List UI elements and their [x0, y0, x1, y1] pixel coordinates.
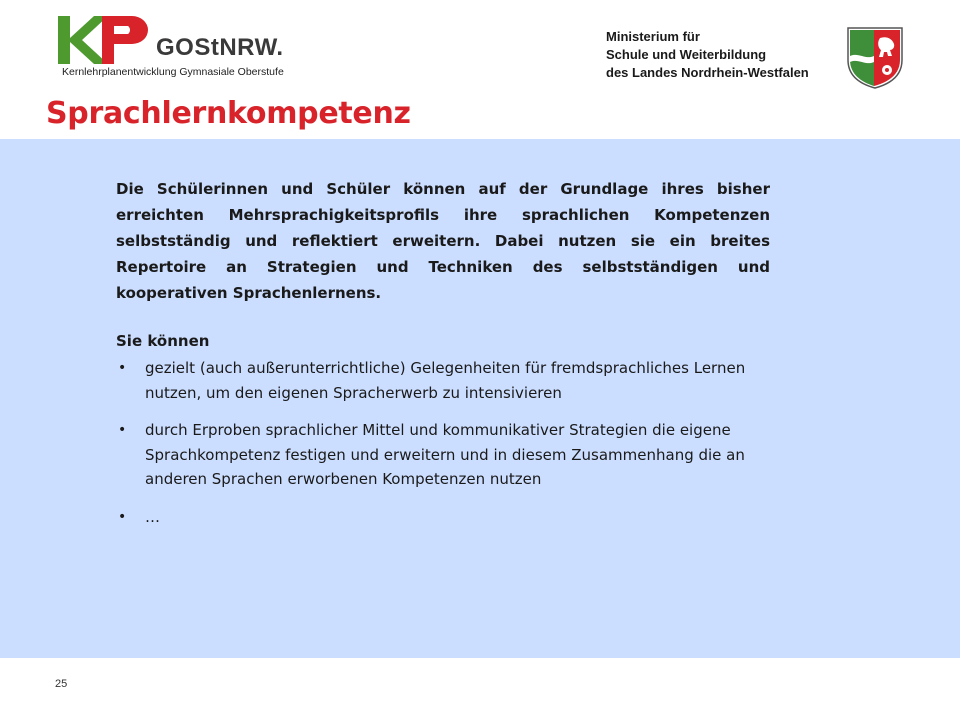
bullet-icon: •	[118, 508, 127, 525]
list-item-text: durch Erproben sprachlicher Mittel und kommunikativer Strategien die eigene Sprachkompetenz festigen und erweitern und in diesem Zusammenhang die an anderen Sprachen erworbenen Kompetenzen nutzen	[145, 421, 745, 488]
bullet-icon: •	[118, 422, 127, 438]
kp-letters-graphic	[54, 14, 154, 66]
kp-subtitle: Kernlehrplanentwicklung Gymnasiale Oberstufe	[62, 66, 284, 78]
list-item-text: gezielt (auch außerunterrichtliche) Gelegenheiten für fremdsprachliches Lernen nutzen, um den eigenen Spracherwerb zu intensivieren	[145, 359, 746, 402]
bullet-icon: •	[118, 360, 127, 376]
list-item-text: …	[145, 507, 160, 526]
kp-brand-text: GOStNRW.	[156, 34, 284, 61]
ministry-line-2: Schule und Weiterbildung	[606, 47, 767, 62]
page-number: 25	[55, 678, 68, 690]
competence-list	[116, 356, 766, 529]
ministry-line-3: des Landes Nordrhein-Westfalen	[606, 65, 809, 80]
list-item	[116, 356, 766, 405]
lead-text: Sie können	[116, 332, 210, 350]
list-item	[116, 505, 766, 530]
kp-gost-nrw-logo	[54, 14, 306, 80]
ministry-name	[606, 28, 809, 82]
ministry-line-1: Ministerium für	[606, 29, 700, 44]
nrw-coat-of-arms-icon	[846, 26, 904, 90]
intro-paragraph: Die Schülerinnen und Schüler können auf der Grundlage ihres bisher erreichten Mehrsprachigkeitsprofils ihre sprachlichen Kompetenzen selbstständig und reflektiert erweitern. Dabei nutzen sie ein breites Repertoire an Strategien und Techniken des selbstständigen und kooperativen Sprachenlernens.	[116, 180, 770, 302]
list-item	[116, 418, 766, 492]
slide-title: Sprachlernkompetenz	[46, 96, 411, 131]
